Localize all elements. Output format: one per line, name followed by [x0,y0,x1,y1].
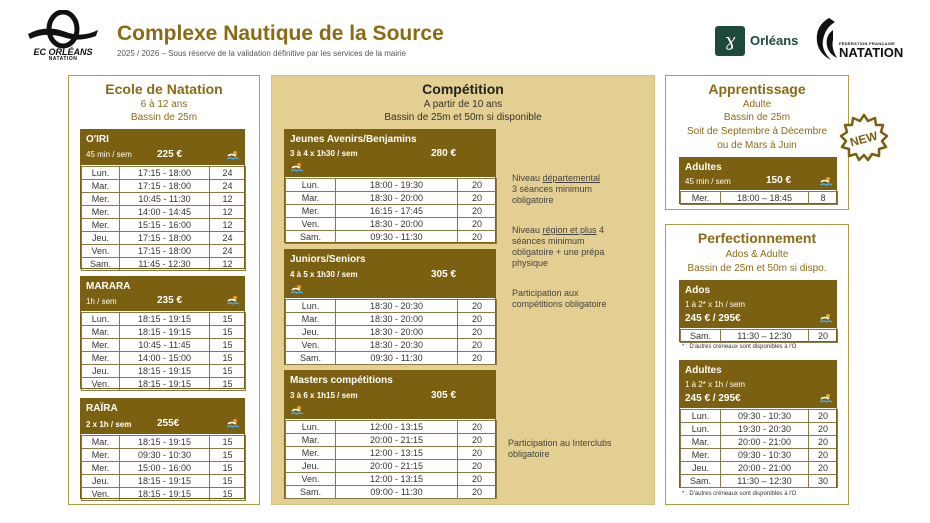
perfectionnement-public: Ados & Adulte [725,249,789,260]
capacity-cell: 20 [809,423,838,436]
day-cell: Jeu. [681,462,721,475]
time-cell: 20:00 - 21:00 [721,436,809,449]
day-cell: Mer. [82,206,120,219]
ados-schedule [680,329,838,343]
time-cell: 18:30 - 20:30 [336,339,458,352]
jeunes-price: 280 € [431,148,457,159]
table-row [286,421,497,434]
capacity-cell: 15 [210,449,246,462]
ecole-panel [68,75,260,505]
desc-text: obligatoire + une prépa [512,247,605,257]
table-row [286,231,497,244]
time-cell: 18:30 - 20:00 [336,218,458,231]
new-badge-text: NEW [848,128,880,150]
time-cell: 10:45 - 11:45 [120,339,210,352]
day-cell: Mar. [82,436,120,449]
capacity-cell: 20 [458,434,497,447]
jeunes-schedule [285,178,497,244]
table-row [286,218,497,231]
day-cell: Mer. [82,449,120,462]
day-cell: Ven. [286,473,336,486]
day-cell: Jeu. [82,475,120,488]
jeunes-name: Jeunes Avenirs/Benjamins [290,134,417,145]
table-row [286,434,497,447]
oiri-price: 225 € [157,149,183,160]
table-row [82,352,246,365]
ffn-logo [811,16,911,62]
capacity-cell: 30 [809,475,838,488]
capacity-cell: 20 [458,179,497,192]
ados-price: 245 € / 295€ [685,313,741,324]
capacity-cell: 20 [809,436,838,449]
appr-adultes-header [680,158,836,190]
table-row [82,475,246,488]
day-cell: Ven. [286,339,336,352]
perf-adultes-block [679,360,837,488]
day-cell: Mer. [82,352,120,365]
capacity-cell: 20 [458,326,497,339]
table-row [286,473,497,486]
time-cell: 20:00 - 21:15 [336,434,458,447]
table-row [82,167,246,180]
desc-text: Participation aux [512,288,579,298]
day-cell: Sam. [681,475,721,488]
apprentissage-title: Apprentissage [708,81,806,97]
capacity-cell: 20 [809,449,838,462]
juniors-block [284,249,496,365]
capacity-cell: 20 [458,300,497,313]
table-row [82,206,246,219]
table-row [82,378,246,391]
table-row [286,313,497,326]
time-cell: 11:45 - 12:30 [120,258,210,271]
day-cell: Mar. [286,313,336,326]
time-cell: 18:30 - 20:00 [336,313,458,326]
swimmer-icon [291,162,303,172]
time-cell: 18:15 - 19:15 [120,488,210,501]
masters-name: Masters compétitions [290,375,393,386]
ffn-text-small: FÉDÉRATION FRANÇAISE [839,41,896,46]
desc-text: Participation au Interclubs [508,438,612,448]
competition-age: A partir de 10 ans [423,99,503,110]
time-cell: 19:30 - 20:30 [721,423,809,436]
time-cell: 09:30 - 11:30 [336,231,458,244]
time-cell: 14:00 - 15:00 [120,352,210,365]
ados-freq: 1 à 2* x 1h / sem [685,300,746,309]
table-row [681,410,838,423]
capacity-cell: 20 [458,486,497,499]
apprentissage-period1: Soit de Septembre à Décembre [686,126,828,137]
time-cell: 11:30 – 12:30 [721,475,809,488]
table-row [681,436,838,449]
time-cell: 18:15 - 19:15 [120,326,210,339]
jeunes-header [285,130,495,177]
marara-block [80,276,245,389]
ffn-text: NATATION [839,45,904,60]
capacity-cell: 15 [210,339,246,352]
ec-orleans-logo [26,10,100,62]
capacity-cell: 12 [210,193,246,206]
desc-underline: départemental [542,173,601,183]
capacity-cell: 8 [809,192,838,205]
day-cell: Lun. [286,300,336,313]
swimmer-icon [820,176,832,186]
day-cell: Mar. [82,326,120,339]
day-cell: Lun. [681,410,721,423]
raira-price: 255€ [157,418,180,429]
capacity-cell: 20 [458,313,497,326]
day-cell: Mer. [286,205,336,218]
day-cell: Mer. [681,449,721,462]
time-cell: 14:00 - 14:45 [120,206,210,219]
header [0,0,930,68]
appr-adultes-block [679,157,837,204]
day-cell: Mar. [681,436,721,449]
table-row [82,232,246,245]
marara-freq: 1h / sem [86,297,117,306]
table-row [681,449,838,462]
juniors-header [285,250,495,298]
capacity-cell: 12 [210,219,246,232]
desc-interclubs [508,438,612,460]
table-row [82,313,246,326]
appr-adultes-schedule [680,191,838,205]
capacity-cell: 20 [458,473,497,486]
appr-adultes-freq: 45 min / sem [685,177,731,186]
competition-title: Compétition [422,81,504,97]
table-row [286,486,497,499]
perf-adultes-note: * : D'autres créneaux sont disponibles à l'O [682,491,797,497]
ados-note: * : D'autres créneaux sont disponibles à l'O [682,344,797,350]
capacity-cell: 15 [210,488,246,501]
day-cell: Lun. [286,179,336,192]
ecole-bassin: Bassin de 25m [130,112,198,123]
perfectionnement-panel [665,224,849,505]
swimmer-icon [820,313,832,323]
capacity-cell: 12 [210,206,246,219]
juniors-schedule [285,299,497,365]
capacity-cell: 12 [210,258,246,271]
time-cell: 10:45 - 11:30 [120,193,210,206]
juniors-name: Juniors/Seniors [290,254,366,265]
time-cell: 09:30 - 10:30 [721,449,809,462]
day-cell: Ven. [82,378,120,391]
capacity-cell: 20 [458,231,497,244]
swimmer-icon [227,150,239,160]
perf-adultes-header [680,361,836,408]
capacity-cell: 15 [210,462,246,475]
ecole-title: Ecole de Natation [105,81,223,97]
table-row [82,245,246,258]
desc-participation [512,288,607,310]
apprentissage-bassin: Bassin de 25m [723,112,791,123]
oiri-freq: 45 min / sem [86,150,132,159]
table-row [82,462,246,475]
time-cell: 18:30 - 20:00 [336,326,458,339]
capacity-cell: 24 [210,167,246,180]
capacity-cell: 15 [210,352,246,365]
capacity-cell: 15 [210,475,246,488]
time-cell: 18:15 - 19:15 [120,378,210,391]
marara-header [81,277,244,311]
juniors-freq: 4 à 5 x 1h30 / sem [290,270,358,279]
day-cell: Mer. [82,219,120,232]
desc-text: obligatoire [508,449,550,459]
appr-adultes-name: Adultes [685,162,722,173]
time-cell: 11:30 – 12:30 [721,330,809,343]
desc-departemental [512,173,600,206]
time-cell: 09:30 - 10:30 [721,410,809,423]
desc-region [512,225,604,269]
capacity-cell: 15 [210,378,246,391]
apprentissage-panel [665,75,849,210]
time-cell: 18:15 - 19:15 [120,475,210,488]
time-cell: 17:15 - 18:00 [120,167,210,180]
perf-adultes-name: Adultes [685,365,722,376]
table-row [681,475,838,488]
competition-panel [271,75,655,505]
time-cell: 17:15 - 18:00 [120,180,210,193]
day-cell: Mer. [82,339,120,352]
capacity-cell: 20 [458,339,497,352]
perf-adultes-price: 245 € / 295€ [685,393,741,404]
day-cell: Mar. [82,180,120,193]
page-subtitle: 2025 / 2026 – Sous réserve de la validation définitive par les services de la mairie [117,49,407,58]
table-row [82,180,246,193]
capacity-cell: 20 [809,330,838,343]
ados-block [679,280,837,342]
time-cell: 18:15 - 19:15 [120,313,210,326]
table-row [286,460,497,473]
day-cell: Mer. [286,447,336,460]
time-cell: 18:15 - 19:15 [120,365,210,378]
marara-schedule [81,312,246,391]
oiri-header [81,130,244,165]
day-cell: Jeu. [82,232,120,245]
logo-subtext: NATATION [48,56,78,62]
swimmer-icon [820,393,832,403]
day-cell: Jeu. [82,365,120,378]
time-cell: 17:15 - 18:00 [120,232,210,245]
table-row [82,339,246,352]
table-row [286,300,497,313]
capacity-cell: 24 [210,245,246,258]
swimmer-icon [291,284,303,294]
table-row [82,365,246,378]
time-cell: 15:00 - 16:00 [120,462,210,475]
time-cell: 12:00 - 13:15 [336,421,458,434]
time-cell: 18:00 - 19:30 [336,179,458,192]
time-cell: 09:30 - 10:30 [120,449,210,462]
day-cell: Sam. [286,486,336,499]
day-cell: Lun. [681,423,721,436]
capacity-cell: 24 [210,180,246,193]
capacity-cell: 20 [809,410,838,423]
capacity-cell: 24 [210,232,246,245]
perf-adultes-freq: 1 à 2* x 1h / sem [685,380,746,389]
table-row [286,326,497,339]
capacity-cell: 15 [210,365,246,378]
time-cell: 18:30 - 20:30 [336,300,458,313]
day-cell: Ven. [82,245,120,258]
table-row [681,462,838,475]
swimmer-icon [291,405,303,415]
capacity-cell: 15 [210,313,246,326]
jeunes-freq: 3 à 4 x 1h30 / sem [290,149,358,158]
table-row [286,205,497,218]
desc-text: compétitions obligatoire [512,299,607,309]
masters-header [285,371,495,419]
swimmer-icon [227,418,239,428]
table-row [286,179,497,192]
desc-text: 4 [596,225,605,235]
table-row [82,436,246,449]
table-row [681,330,838,343]
table-row [286,352,497,365]
ecole-age: 6 à 12 ans [140,99,188,110]
day-cell: Ven. [82,488,120,501]
capacity-cell: 20 [458,352,497,365]
desc-text: Niveau [512,225,543,235]
capacity-cell: 15 [210,436,246,449]
time-cell: 20:00 - 21:00 [721,462,809,475]
table-row [82,258,246,271]
perfectionnement-bassin: Bassin de 25m et 50m si dispo. [687,263,827,274]
table-row [82,326,246,339]
oiri-name: O'IRI [86,134,109,145]
raira-name: RAÏRA [86,403,118,414]
day-cell: Mar. [286,434,336,447]
oiri-block [80,129,245,269]
apprentissage-public: Adulte [742,99,772,110]
capacity-cell: 20 [458,205,497,218]
raira-block [80,398,245,499]
marara-name: MARARA [86,281,131,292]
table-row [286,447,497,460]
day-cell: Sam. [681,330,721,343]
raira-schedule [81,435,246,501]
desc-underline: région et plus [542,225,597,235]
day-cell: Lun. [286,421,336,434]
competition-bassin: Bassin de 25m et 50m si disponible [384,112,542,123]
desc-text: obligatoire [512,195,554,205]
time-cell: 12:00 - 13:15 [336,447,458,460]
time-cell: 09:30 - 11:30 [336,352,458,365]
time-cell: 18:30 - 20:00 [336,192,458,205]
table-row [286,192,497,205]
orleans-mark-icon: ɣ [715,26,745,56]
capacity-cell: 20 [458,192,497,205]
capacity-cell: 20 [809,462,838,475]
raira-freq: 2 x 1h / sem [86,420,132,429]
capacity-cell: 20 [458,447,497,460]
perf-adultes-schedule [680,409,838,488]
capacity-cell: 20 [458,218,497,231]
new-badge [836,112,892,168]
capacity-cell: 15 [210,326,246,339]
time-cell: 16:15 - 17:45 [336,205,458,218]
table-row [681,423,838,436]
orleans-text: Orléans [750,33,799,48]
day-cell: Mer. [82,462,120,475]
time-cell: 09:00 - 11:30 [336,486,458,499]
day-cell: Sam. [286,231,336,244]
capacity-cell: 20 [458,421,497,434]
day-cell: Lun. [82,167,120,180]
desc-text: physique [512,258,549,268]
day-cell: Sam. [82,258,120,271]
day-cell: Ven. [286,218,336,231]
day-cell: Mer. [681,192,721,205]
juniors-price: 305 € [431,269,457,280]
table-row [286,339,497,352]
time-cell: 18:00 – 18:45 [721,192,809,205]
swimmer-icon [227,295,239,305]
jeunes-block [284,129,496,243]
time-cell: 18:15 - 19:15 [120,436,210,449]
oiri-schedule [81,166,246,271]
capacity-cell: 20 [458,460,497,473]
marara-price: 235 € [157,295,183,306]
time-cell: 20:00 - 21:15 [336,460,458,473]
table-row [82,219,246,232]
perfectionnement-title: Perfectionnement [697,230,817,246]
day-cell: Lun. [82,313,120,326]
table-row [681,192,838,205]
masters-schedule [285,420,497,499]
desc-text: 3 séances minimum [512,184,593,194]
table-row [82,193,246,206]
masters-price: 305 € [431,390,457,401]
page-title: Complexe Nautique de la Source [117,22,444,45]
raira-header [81,399,244,434]
desc-text: Niveau [512,173,543,183]
ados-name: Ados [685,285,710,296]
day-cell: Sam. [286,352,336,365]
masters-freq: 3 à 6 x 1h15 / sem [290,391,358,400]
time-cell: 12:00 - 13:15 [336,473,458,486]
time-cell: 17:15 - 18:00 [120,245,210,258]
desc-text: séances minimum [512,236,585,246]
day-cell: Jeu. [286,460,336,473]
day-cell: Mer. [82,193,120,206]
apprentissage-period2: ou de Mars à Juin [717,140,797,151]
time-cell: 15:15 - 16:00 [120,219,210,232]
logo-text: EC ORLÉANS [33,47,93,57]
ados-header [680,281,836,328]
table-row [82,488,246,501]
day-cell: Jeu. [286,326,336,339]
day-cell: Mar. [286,192,336,205]
masters-block [284,370,496,499]
table-row [82,449,246,462]
appr-adultes-price: 150 € [766,175,792,186]
